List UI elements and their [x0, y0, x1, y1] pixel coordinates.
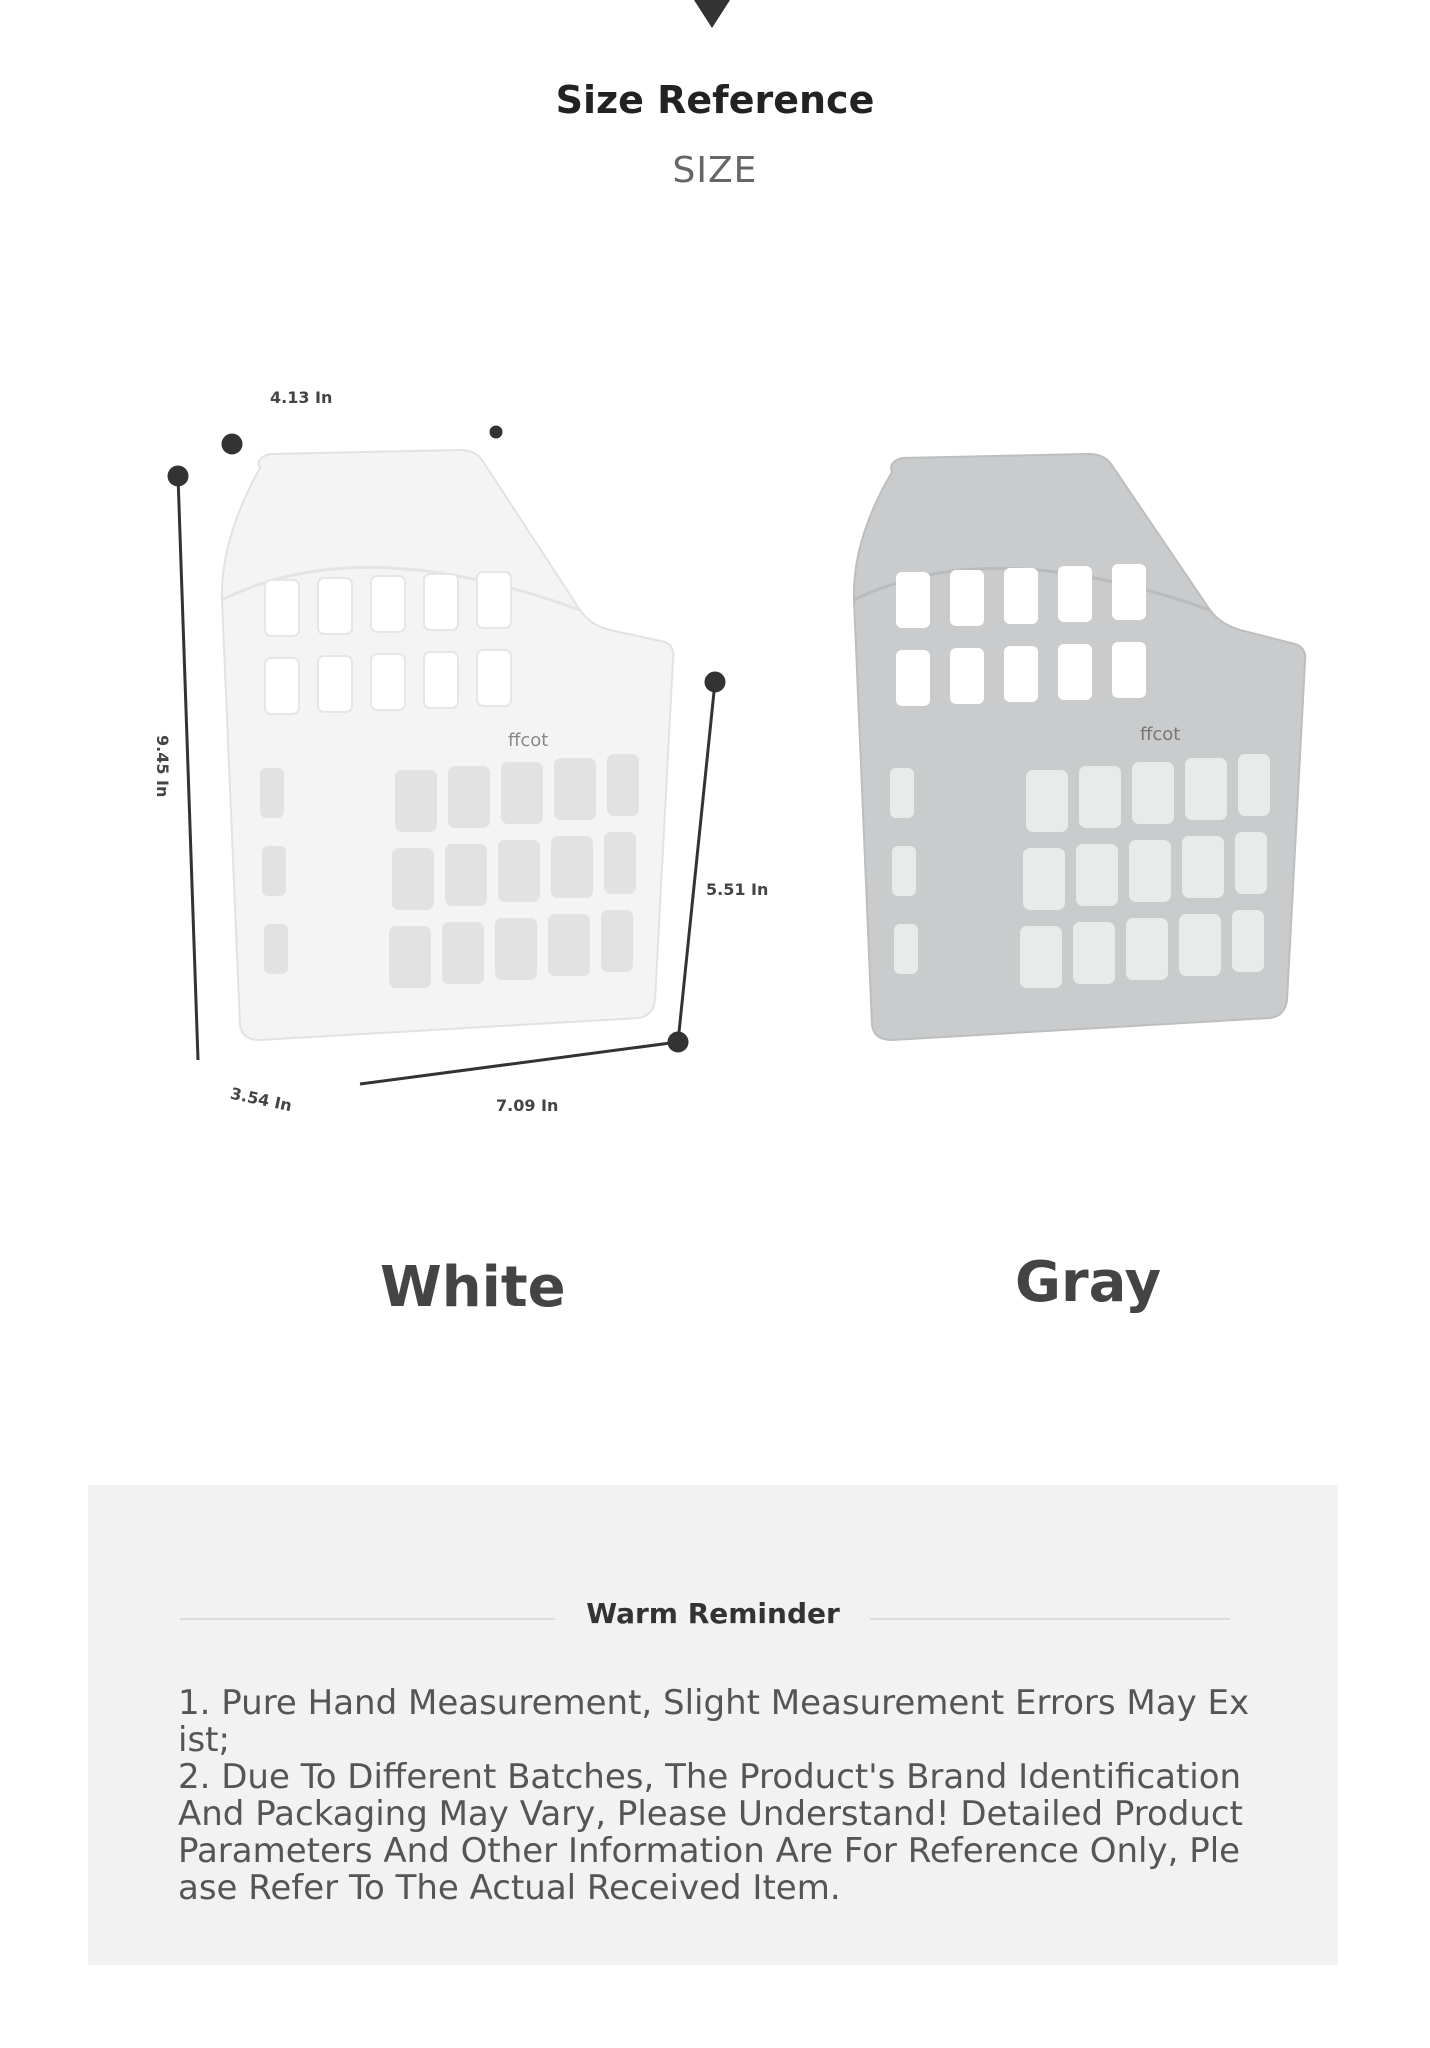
variant-label-gray: Gray [1015, 1250, 1162, 1315]
white-basket-image [160, 380, 800, 1140]
page-title: Size Reference [555, 78, 875, 122]
divider-right [870, 1618, 1230, 1620]
warm-reminder-panel [88, 1485, 1338, 1965]
brand-logo: ffcot [1140, 724, 1181, 745]
down-arrow-icon [694, 0, 730, 28]
reminder-title: Warm Reminder [586, 1597, 840, 1630]
reminder-line-2: 2. Due To Different Batches, The Product's Brand Identification And Packaging May Vary, Please Understand! Detailed Product Parameters And Other Information Are For Reference Only, Please Refer To The Actual Received Item. [178, 1757, 1243, 1908]
dim-height: 9.45 In [153, 735, 172, 798]
brand-logo: ffcot [508, 730, 549, 751]
gray-basket-image [830, 440, 1350, 1080]
page-subtitle: SIZE [672, 150, 758, 191]
dim-width: 7.09 In [496, 1096, 559, 1115]
dim-depth: 3.54 In [228, 1083, 294, 1116]
variant-label-white: White [380, 1255, 566, 1320]
reminder-line-1: 1. Pure Hand Measurement, Slight Measurement Errors May Exist; [178, 1683, 1250, 1760]
dim-top-width: 4.13 In [270, 388, 333, 407]
reminder-text [178, 1685, 1258, 1907]
dim-depth-height: 5.51 In [706, 880, 769, 899]
